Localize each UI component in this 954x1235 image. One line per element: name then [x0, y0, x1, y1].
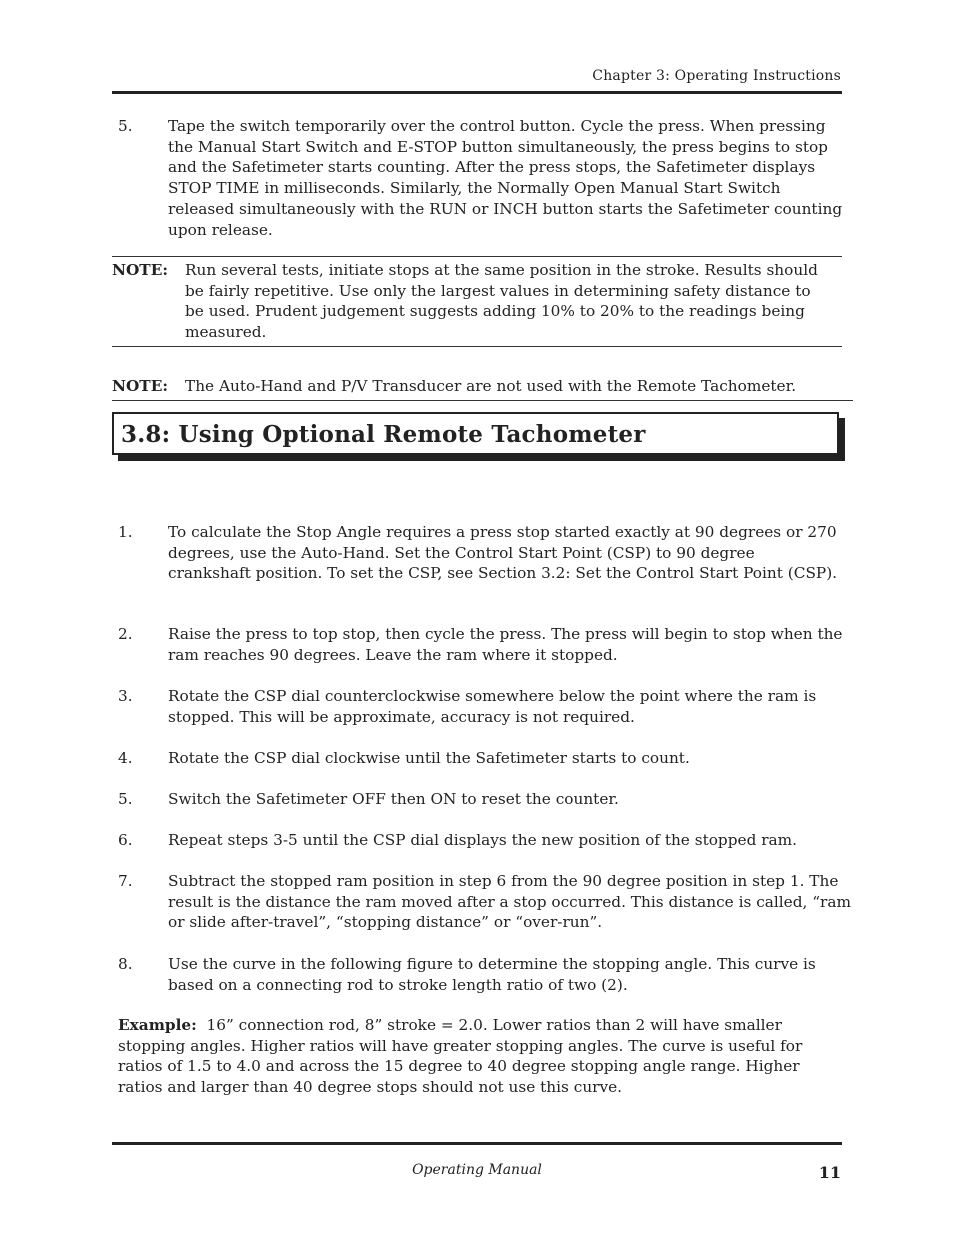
step-text: Use the curve in the following figure to determine the stopping angle. This curve is based on a connecting rod to stroke length ratio of two (2). — [168, 955, 816, 994]
list-item — [118, 954, 858, 995]
chapter-header: Chapter 3: Operating Instructions — [592, 68, 841, 84]
step-text: Rotate the CSP dial clockwise until the Safetimeter starts to count. — [168, 749, 690, 767]
footer-rule — [112, 1142, 842, 1145]
section-heading: 3.8: Using Optional Remote Tachometer — [121, 421, 646, 448]
example-text: 16” connection rod, 8” stroke = 2.0. Lower ratios than 2 will have smaller stopping angles. Higher ratios will have greater stopping angles. The curve is useful for ratios of 1.5 to 4.0 and across the 15 degree to 40 degree stopping angle range. Higher ratios and larger than 40 degree stops should not use this curve. — [118, 1016, 803, 1097]
list-item — [118, 871, 858, 933]
page-number: 11 — [818, 1163, 841, 1182]
step-number: 5. — [118, 790, 133, 808]
step-text: Raise the press to top stop, then cycle the press. The press will begin to stop when the ram reaches 90 degrees. Leave the ram where it stopped. — [168, 625, 843, 664]
section-heading-box — [112, 412, 839, 455]
note-rule — [112, 256, 842, 257]
note-rule — [112, 346, 842, 347]
step-text: Switch the Safetimeter OFF then ON to reset the counter. — [168, 790, 619, 808]
note-label: NOTE: — [112, 377, 168, 395]
step-text: Subtract the stopped ram position in step 6 from the 90 degree position in step 1. The result is the distance the ram moved after a stop occurred. This distance is called, “ram or slide after-travel”, “stopping distance” or “over-run”. — [168, 872, 851, 932]
note-text: Run several tests, initiate stops at the same position in the stroke. Results should be fairly repetitive. Use only the largest values in determining safety distance to be used. Prudent judgement suggests adding 10% to 20% to the readings being measured. — [185, 261, 818, 342]
example-label: Example: — [118, 1016, 197, 1034]
step-text: Tape the switch temporarily over the control button. Cycle the press. When pressing the Manual Start Switch and E-STOP button simultaneously, the press begins to stop and the Safetimeter starts counting. After the press stops, the Safetimeter displays STOP TIME in milliseconds. Similarly, the Normally Open Manual Start Switch released simultaneously with the RUN or INCH button starts the Safetimeter counting upon release. — [168, 117, 843, 239]
list-item — [118, 624, 850, 665]
list-item — [118, 748, 858, 769]
step-number: 3. — [118, 687, 133, 705]
step-number: 8. — [118, 955, 133, 973]
step-text: To calculate the Stop Angle requires a press stop started exactly at 90 degrees or 270 degrees, use the Auto-Hand. Set the Control Start Point (CSP) to 90 degree crankshaft position. To set the CSP, see Section 3.2: Set the Control Start Point (CSP). — [168, 523, 838, 583]
note-block — [112, 260, 830, 343]
header-rule — [112, 91, 842, 94]
list-item — [118, 116, 846, 240]
list-item — [118, 522, 838, 584]
list-item — [118, 789, 858, 810]
step-number: 4. — [118, 749, 133, 767]
step-number: 1. — [118, 523, 133, 541]
step-text: Repeat steps 3-5 until the CSP dial displays the new position of the stopped ram. — [168, 831, 798, 849]
step-text: Rotate the CSP dial counterclockwise somewhere below the point where the ram is stopped. This will be approximate, accuracy is not required. — [168, 687, 817, 726]
step-number: 2. — [118, 625, 133, 643]
list-item — [118, 830, 918, 851]
note-label: NOTE: — [112, 261, 168, 279]
note-text: The Auto-Hand and P/V Transducer are not used with the Remote Tachometer. — [185, 377, 797, 395]
note-rule — [112, 400, 853, 401]
footer-title: Operating Manual — [412, 1162, 542, 1178]
step-number: 5. — [118, 117, 133, 135]
example-paragraph — [118, 1015, 836, 1098]
list-item — [118, 686, 854, 727]
step-number: 7. — [118, 872, 133, 890]
step-number: 6. — [118, 831, 133, 849]
note-block — [112, 376, 872, 397]
